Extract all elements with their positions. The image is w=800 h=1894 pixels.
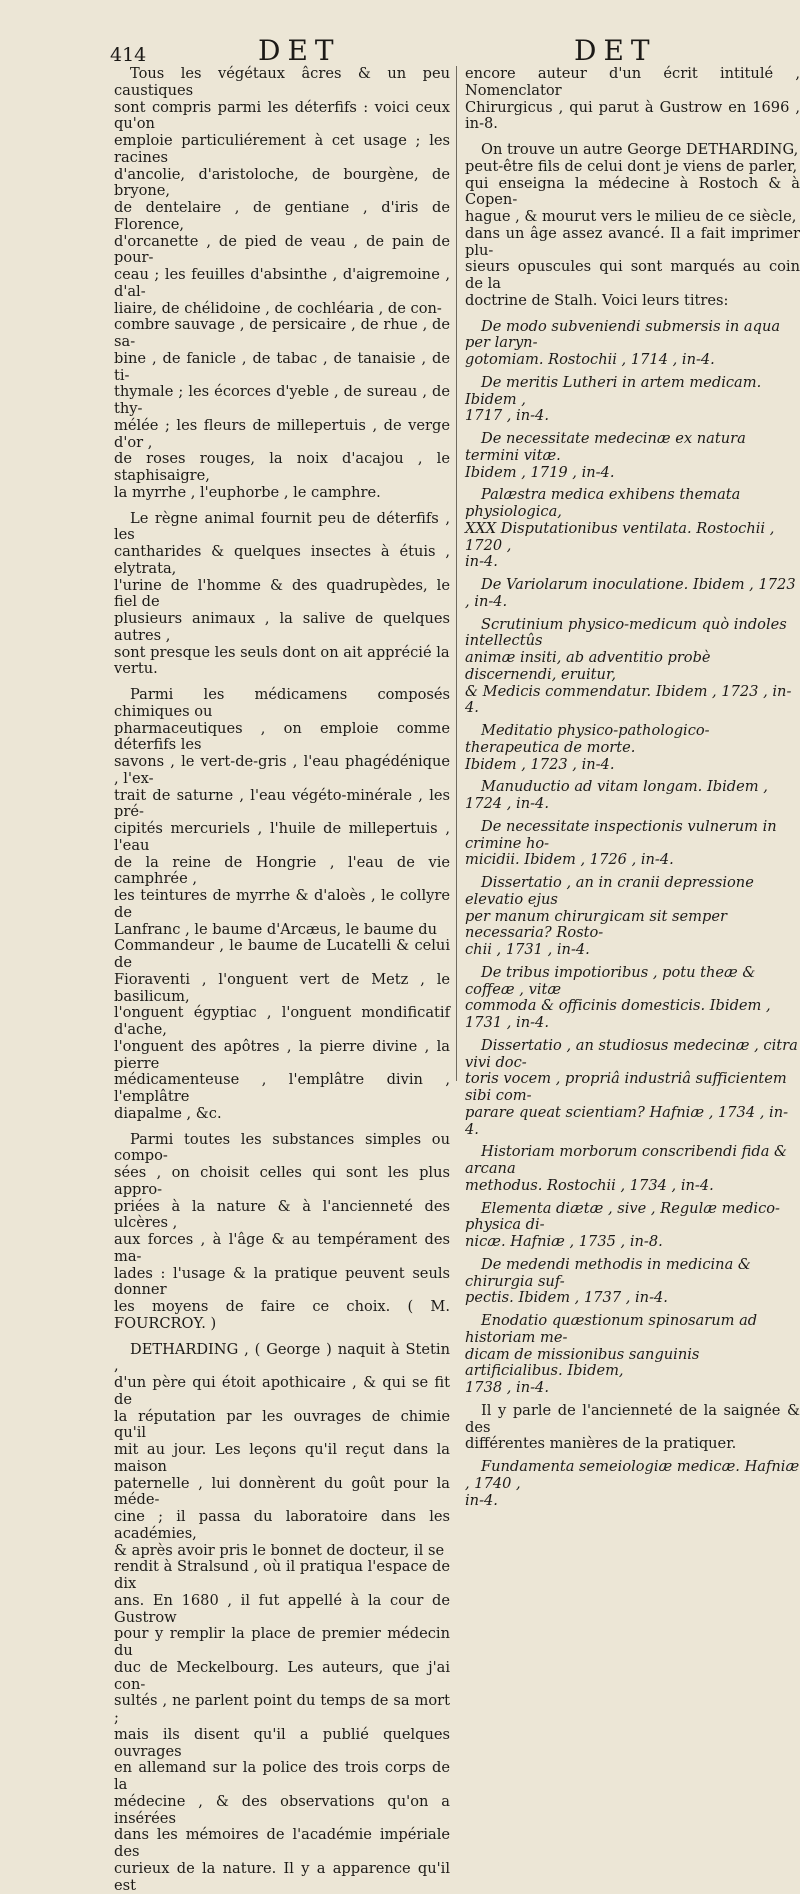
text-line: in-4. <box>465 553 498 570</box>
text-line: On trouve un autre George DETHARDING, <box>481 141 798 158</box>
paragraph-second-detharding <box>465 142 800 310</box>
work-entry <box>465 1313 800 1397</box>
text-line: De medendi methodis in medicina & chirurgia suf- <box>465 1256 751 1290</box>
work-entry <box>465 375 800 425</box>
text-line: Parmi les médicamens composés chimiques ou <box>114 686 450 720</box>
text-line: plusieurs animaux , la salive de quelques autres , <box>114 610 450 644</box>
text-line: sées , on choisit celles qui sont les plus appro- <box>114 1164 450 1198</box>
text-line: animæ insiti, ab adventitio probè discernendi, eruitur, <box>465 649 711 683</box>
text-line: 1738 , in-4. <box>465 1379 549 1396</box>
text-line: hague , & mourut vers le milieu de ce siècle, <box>465 208 796 225</box>
text-line: toris vocem , propriâ industriâ sufficientem sibi com- <box>465 1070 787 1104</box>
text-line: l'urine de l'homme & des quadrupèdes, le fiel de <box>114 577 450 611</box>
text-line: de roses rouges, la noix d'acajou , le staphisaigre, <box>114 450 450 484</box>
paragraph-compound-medicines <box>114 687 450 1123</box>
text-line: Lanfranc , le baume d'Arcæus, le baume du <box>114 921 437 938</box>
text-line: dicam de missionibus sanguinis artificialibus. Ibidem, <box>465 1346 699 1380</box>
text-line: commoda & officinis domesticis. Ibidem , 1731 , in-4. <box>465 997 771 1031</box>
text-line: encore auteur d'un écrit intitulé , Nomenclator <box>465 65 800 99</box>
text-line: thymale ; les écorces d'yeble , de sureau , de thy- <box>114 383 450 417</box>
text-line: Scrutinium physico-medicum quò indoles intellectûs <box>465 616 787 650</box>
text-line: médicamenteuse , l'emplâtre divin , l'emplâtre <box>114 1071 450 1105</box>
text-line: sont presque les seuls dont on ait apprécié la <box>114 644 450 661</box>
paragraph-bloodletting-note <box>465 1403 800 1453</box>
text-line: & Medicis commendatur. Ibidem , 1723 , in-4. <box>465 683 791 717</box>
text-line: in-4. <box>465 1492 498 1509</box>
text-line: Tous les végétaux âcres & un peu caustiques <box>114 65 450 99</box>
work-entry <box>465 319 800 369</box>
text-line: aux forces , à l'âge & au tempérament des ma- <box>114 1231 450 1265</box>
text-line: mélée ; les fleurs de millepertuis , de verge d'or , <box>114 417 450 451</box>
paragraph-plant-detersives <box>114 66 450 502</box>
text-line: DETHARDING , ( George ) naquit à Stetin , <box>114 1341 450 1375</box>
text-line: cipités mercuriels , l'huile de millepertuis , l'eau <box>114 820 450 854</box>
column-divider <box>456 66 457 1081</box>
text-line: les teintures de myrrhe & d'aloès , le collyre de <box>114 887 450 921</box>
text-line: De tribus impotioribus , potu theæ & coffeæ , vitæ <box>465 964 755 998</box>
paragraph-choice-of-substances <box>114 1132 450 1333</box>
work-entry-last <box>465 1459 800 1509</box>
text-line: vertu. <box>114 660 158 677</box>
text-line: Ibidem , 1723 , in-4. <box>465 756 615 773</box>
text-line: chii , 1731 , in-4. <box>465 941 590 958</box>
text-line: Parmi toutes les substances simples ou compo- <box>114 1131 450 1165</box>
text-line: trait de saturne , l'eau végéto-minérale , les pré- <box>114 787 450 821</box>
text-line: De necessitate medecinæ ex natura termini vitæ. <box>465 430 746 464</box>
running-head-left: DET <box>258 34 341 67</box>
page-header <box>0 30 800 70</box>
text-line: ceau ; les feuilles d'absinthe , d'aigremoine , d'al- <box>114 266 450 300</box>
text-line: De Variolarum inoculatione. Ibidem , 1723 , in-4. <box>465 576 796 610</box>
text-line: duc de Meckelbourg. Les auteurs, que j'ai con- <box>114 1659 450 1693</box>
text-line: Historiam morborum conscribendi fida & arcana <box>465 1143 787 1177</box>
text-line: l'onguent égyptiac , l'onguent mondificatif d'ache, <box>114 1004 450 1038</box>
text-line: cantharides & quelques insectes à étuis , elytrata, <box>114 543 450 577</box>
text-line: dans un âge assez avancé. Il a fait imprimer plu- <box>465 225 800 259</box>
work-entry <box>465 1144 800 1194</box>
text-line: de la reine de Hongrie , l'eau de vie camphrée , <box>114 854 450 888</box>
text-line: sont compris parmi les déterfifs : voici ceux qu'on <box>114 99 450 133</box>
work-entry <box>465 875 800 959</box>
right-column <box>465 66 800 1509</box>
text-line: & après avoir pris le bonnet de docteur, il se <box>114 1542 444 1559</box>
text-line: peut-être fils de celui dont je viens de parler, <box>465 158 797 175</box>
text-line: doctrine de Stalh. Voici leurs titres: <box>465 292 728 309</box>
text-line: médecine , & des observations qu'on a insérées <box>114 1793 450 1827</box>
text-line: dans les mémoires de l'académie impériale des <box>114 1826 450 1860</box>
text-line: Dissertatio , an studiosus medecinæ , citra vivi doc- <box>465 1037 798 1071</box>
text-line: pharmaceutiques , on emploie comme déterfifs les <box>114 720 450 754</box>
page-number: 414 <box>110 44 146 66</box>
text-line: qui enseigna la médecine à Rostoch & à Copen- <box>465 175 800 209</box>
text-line: l'onguent des apôtres , la pierre divine , la pierre <box>114 1038 450 1072</box>
text-line: De necessitate inspectionis vulnerum in crimine ho- <box>465 818 777 852</box>
text-line: liaire, de chélidoine , de cochléaria , de con- <box>114 300 442 317</box>
text-line: emploie particuliérement à cet usage ; les racines <box>114 132 450 166</box>
work-entry <box>465 617 800 718</box>
text-line: Il y parle de l'ancienneté de la saignée & des <box>465 1402 800 1436</box>
text-line: pour y remplir la place de premier médecin du <box>114 1625 450 1659</box>
text-line: Chirurgicus , qui parut à Gustrow en 1696 , in-8. <box>465 99 800 133</box>
text-line: De modo subveniendi submersis in aqua per laryn- <box>465 318 780 352</box>
text-line: lades : l'usage & la pratique peuvent seuls donner <box>114 1265 450 1299</box>
work-entry <box>465 723 800 773</box>
text-line: mais ils disent qu'il a publié quelques ouvrages <box>114 1726 450 1760</box>
running-head-right: DET <box>574 34 657 67</box>
text-line: De meritis Lutheri in artem medicam. Ibidem , <box>465 374 761 408</box>
paragraph-detharding-biography <box>114 1342 450 1894</box>
text-line: sieurs opuscules qui sont marqués au coin de la <box>465 258 800 292</box>
text-line: Enodatio quæstionum spinosarum ad historiam me- <box>465 1312 757 1346</box>
text-line: Meditatio physico-pathologico-therapeutica de morte. <box>465 722 710 756</box>
text-line: priées à la nature & à l'ancienneté des ulcères , <box>114 1198 450 1232</box>
text-line: Fundamenta semeiologiæ medicæ. Hafniæ , 1740 , <box>465 1458 799 1492</box>
text-line: curieux de la nature. Il y a apparence qu'il est <box>114 1860 450 1894</box>
text-line: XXX Disputationibus ventilata. Rostochii , 1720 , <box>465 520 774 554</box>
text-line: nicæ. Hafniæ , 1735 , in-8. <box>465 1233 663 1250</box>
text-line: bine , de fanicle , de tabac , de tanaisie , de ti- <box>114 350 450 384</box>
work-entry <box>465 779 800 813</box>
text-line: les moyens de faire ce choix. ( M. FOURCROY. ) <box>114 1298 450 1332</box>
work-entry <box>465 1038 800 1139</box>
work-entry <box>465 487 800 571</box>
text-line: Elementa diætæ , sive , Regulæ medico-physica di- <box>465 1200 780 1234</box>
text-line: Ibidem , 1719 , in-4. <box>465 464 615 481</box>
text-line: per manum chirurgicam sit semper necessaria? Rosto- <box>465 908 727 942</box>
text-line: methodus. Rostochii , 1734 , in-4. <box>465 1177 714 1194</box>
text-line: gotomiam. Rostochii , 1714 , in-4. <box>465 351 715 368</box>
work-entry <box>465 431 800 481</box>
text-line: Manuductio ad vitam longam. Ibidem , 1724 , in-4. <box>465 778 768 812</box>
text-line: la myrrhe , l'euphorbe , le camphre. <box>114 484 381 501</box>
text-line: paternelle , lui donnèrent du goût pour la méde- <box>114 1475 450 1509</box>
text-line: rendit à Stralsund , où il pratiqua l'espace de dix <box>114 1558 450 1592</box>
text-line: ans. En 1680 , il fut appellé à la cour de Gustrow <box>114 1592 450 1626</box>
text-line: diapalme , &c. <box>114 1105 222 1122</box>
text-line: Fioraventi , l'onguent vert de Metz , le basilicum, <box>114 971 450 1005</box>
works-list <box>465 319 800 1403</box>
text-line: Palæstra medica exhibens themata physiologica, <box>465 486 740 520</box>
text-line: de dentelaire , de gentiane , d'iris de Florence, <box>114 199 450 233</box>
text-line: micidii. Ibidem , 1726 , in-4. <box>465 851 674 868</box>
work-entry <box>465 819 800 869</box>
text-line: la réputation par les ouvrages de chimie qu'il <box>114 1408 450 1442</box>
text-line: différentes manières de la pratiquer. <box>465 1435 736 1452</box>
work-entry <box>465 965 800 1032</box>
text-line: Commandeur , le baume de Lucatelli & celui de <box>114 937 450 971</box>
text-line: mit au jour. Les leçons qu'il reçut dans la maison <box>114 1441 450 1475</box>
work-entry <box>465 1257 800 1307</box>
text-line: 1717 , in-4. <box>465 407 549 424</box>
left-column <box>114 66 450 1894</box>
text-line: d'orcanette , de pied de veau , de pain de pour- <box>114 233 450 267</box>
text-line: d'un père qui étoit apothicaire , & qui se fit de <box>114 1374 450 1408</box>
text-line: sultés , ne parlent point du temps de sa mort ; <box>114 1692 450 1726</box>
text-line: Dissertatio , an in cranii depressione elevatio ejus <box>465 874 754 908</box>
text-line: en allemand sur la police des trois corps de la <box>114 1759 450 1793</box>
work-entry <box>465 577 800 611</box>
paragraph-animal-detersives <box>114 511 450 679</box>
text-line: d'ancolie, d'aristoloche, de bourgène, de bryone, <box>114 166 450 200</box>
work-entry <box>465 1201 800 1251</box>
paragraph-continuation <box>465 66 800 133</box>
text-line: combre sauvage , de persicaire , de rhue , de sa- <box>114 316 450 350</box>
text-line: parare queat scientiam? Hafniæ , 1734 , in-4. <box>465 1104 788 1138</box>
text-line: pectis. Ibidem , 1737 , in-4. <box>465 1289 668 1306</box>
text-line: Le règne animal fournit peu de déterfifs , les <box>114 510 450 544</box>
text-line: savons , le vert-de-gris , l'eau phagédénique , l'ex- <box>114 753 450 787</box>
text-line: cine ; il passa du laboratoire dans les académies, <box>114 1508 450 1542</box>
